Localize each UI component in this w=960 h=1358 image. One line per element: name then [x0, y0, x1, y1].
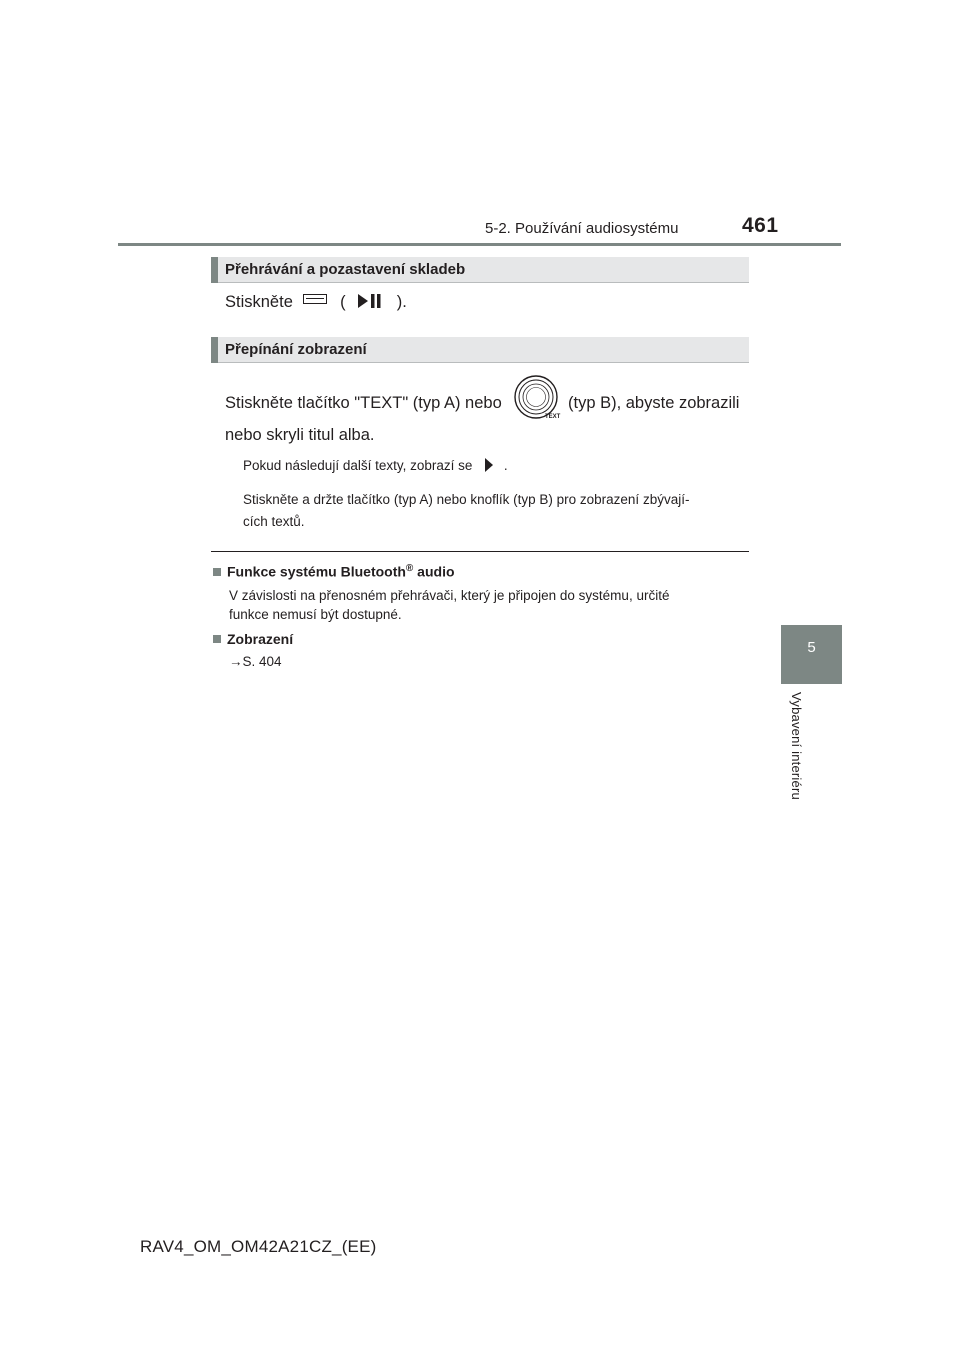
text-knob-icon — [511, 374, 561, 424]
note-heading-display — [213, 631, 293, 647]
note-line: Stiskněte a držte tlačítko (typ A) nebo knoflík (typ B) pro zobrazení zbývají- — [243, 492, 690, 507]
note-hold-button — [243, 489, 753, 533]
square-bullet-icon — [213, 568, 221, 576]
note-line: funkce nemusí být dostupné. — [229, 607, 402, 622]
more-text-arrow-icon — [484, 457, 494, 478]
note-title: Funkce systému Bluetooth — [227, 563, 406, 580]
chapter-title: Vybavení interiéru — [789, 692, 804, 800]
page-number: 461 — [742, 214, 779, 237]
running-header-section: 5-2. Používání audiosystému — [485, 220, 679, 237]
note-title: Zobrazení — [227, 631, 294, 647]
chapter-number: 5 — [807, 639, 816, 656]
play-pause-icon — [358, 292, 382, 316]
note-text: Pokud následují další texty, zobrazí se — [243, 458, 473, 473]
document-code: RAV4_OM_OM42A21CZ_(EE) — [140, 1237, 377, 1256]
heading-accent-bar — [211, 257, 218, 283]
instruction-text: Stiskněte — [225, 293, 293, 311]
note-body-bluetooth — [229, 586, 749, 624]
display-instruction-part1: Stiskněte tlačítko "TEXT" (typ A) nebo — [225, 394, 502, 412]
note-line: V závislosti na přenosném přehrávači, který je připojen do systému, určité — [229, 588, 670, 603]
square-bullet-icon — [213, 635, 221, 643]
header-divider — [118, 243, 841, 246]
reference-text: S. 404 — [242, 654, 282, 669]
section-heading-playback — [211, 257, 749, 283]
display-instruction-part3: nebo skryli titul alba. — [225, 426, 375, 444]
section-title: Přepínání zobrazení — [225, 341, 367, 358]
section-title: Přehrávání a pozastavení skladeb — [225, 261, 466, 278]
playback-instruction — [225, 291, 407, 316]
display-instruction-part2: (typ B), abyste zobrazili — [568, 394, 740, 412]
note-period: . — [503, 458, 508, 473]
note-line: cích textů. — [243, 514, 305, 529]
radio-button-icon — [303, 294, 327, 304]
notes-divider — [211, 551, 749, 552]
page-reference-link[interactable] — [229, 653, 282, 671]
registered-mark: ® — [405, 563, 414, 574]
knob-label: TEXT — [545, 414, 561, 420]
note-heading-bluetooth — [213, 563, 455, 580]
note-title-suffix: audio — [413, 563, 455, 580]
paren-close: ). — [396, 293, 407, 311]
arrow-right-icon: → — [229, 654, 243, 669]
section-heading-display — [211, 337, 749, 363]
note-more-texts — [243, 457, 508, 478]
paren-open: ( — [340, 293, 346, 311]
chapter-tab[interactable] — [781, 625, 842, 684]
heading-accent-bar — [211, 337, 218, 363]
